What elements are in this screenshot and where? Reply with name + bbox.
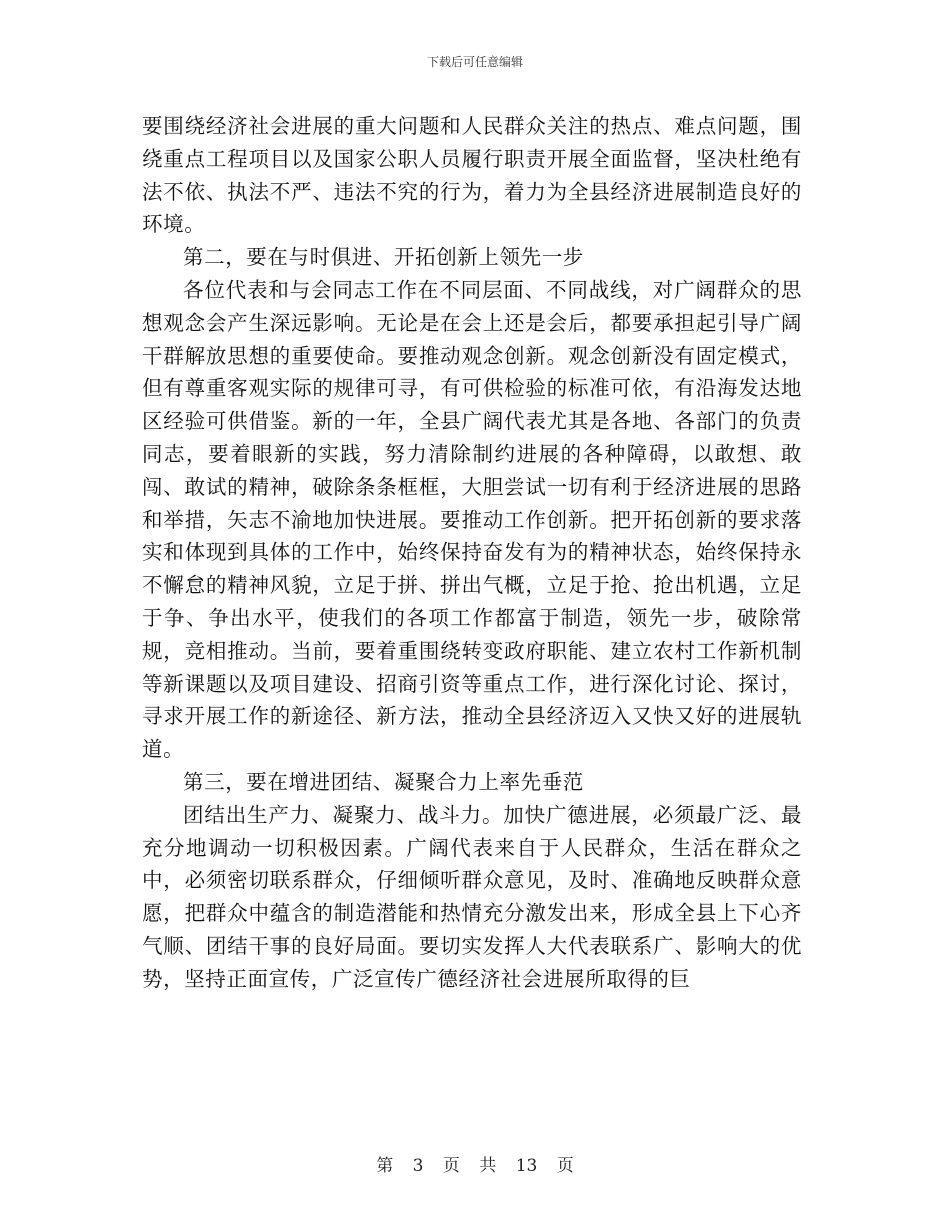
- section-heading-two: 第二，要在与时俱进、开拓创新上领先一步: [183, 245, 584, 270]
- document-body: [142, 110, 802, 996]
- footer-suffix: 页: [556, 1156, 574, 1176]
- footer-prefix: 第: [376, 1156, 394, 1176]
- page-header: 下载后可任意编辑: [426, 55, 523, 69]
- paragraph-continued: 要围绕经济社会进展的重大问题和人民群众关注的热点、难点问题，围绕重点工程项目以及国家公职人员履行职责开展全面监督，坚决杜绝有法不依、执法不严、违法不究的行为，着力为全县经济进展制造良好的环境。: [142, 114, 802, 237]
- footer-page-word: 页: [442, 1156, 460, 1176]
- footer-total-word: 共: [479, 1156, 497, 1176]
- paragraph-innovation: 各位代表和与会同志工作在不同层面、不同战线，对广阔群众的思想观念会产生深远影响。无论是在会上还是会后，都要承担起引导广阔干群解放思想的重要使命。要推动观念创新。观念创新没有固定模式，但有尊重客观实际的规律可寻，有可供检验的标准可依，有沿海发达地区经验可供借鉴。新的一年，全县广阔代表尤其是各地、各部门的负责同志，要着眼新的实践，努力清除制约进展的各种障碍，以敢想、敢闯、敢试的精神，破除条条框框，大胆尝试一切有利于经济进展的思路和举措，矢志不渝地加快进展。要推动工作创新。把开拓创新的要求落实和体现到具体的工作中，始终保持奋发有为的精神状态，始终保持永不懈怠的精神风貌，立足于拼、拼出气概，立足于抢、抢出机遇，立足于争、争出水平，使我们的各项工作都富于制造，领先一步，破除常规，竞相推动。当前，要着重围绕转变政府职能、建立农村工作新机制等新课题以及项目建设、招商引资等重点工作，进行深化讨论、探讨，寻求开展工作的新途径、新方法，推动全县经济迈入又快又好的进展轨道。: [142, 277, 802, 762]
- page-footer: [0, 1155, 950, 1177]
- footer-total-pages: 13: [515, 1156, 538, 1176]
- section-heading-three: 第三，要在增进团结、凝聚合力上率先垂范: [183, 769, 584, 794]
- paragraph-unity: 团结出生产力、凝聚力、战斗力。加快广德进展，必须最广泛、最充分地调动一切积极因素。广阔代表来自于人民群众，生活在群众之中，必须密切联系群众，仔细倾听群众意见，及时、准确地反映群众意愿，把群众中蕴含的制造潜能和热情充分激发出来，形成全县上下心齐气顺、团结干事的良好局面。要切实发挥人大代表联系广、影响大的优势，坚持正面宣传，广泛宣传广德经济社会进展所取得的巨: [142, 802, 802, 991]
- footer-page-number: 3: [412, 1156, 424, 1176]
